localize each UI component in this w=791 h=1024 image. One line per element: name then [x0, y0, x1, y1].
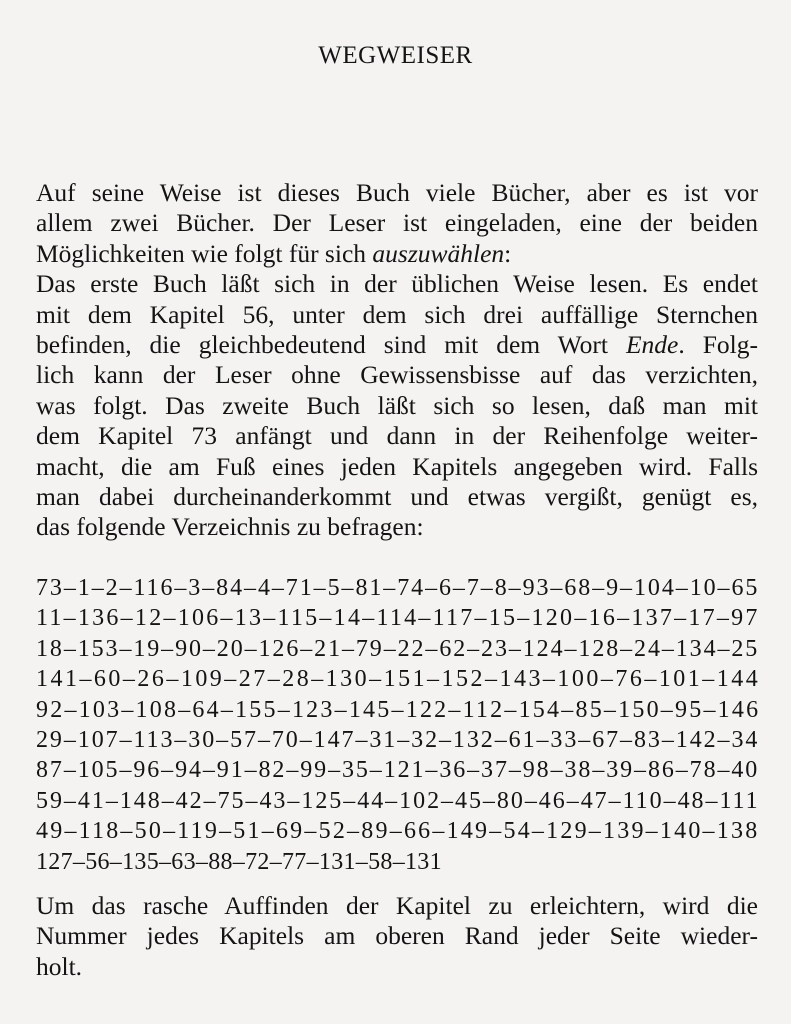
sequence-line: 92–103–108–64–155–123–145–122–112–154–85–150–95–146 — [36, 696, 761, 723]
text-line: allem zwei Bücher. Der Leser ist eingeladen, eine der beiden — [36, 208, 758, 238]
sequence-line: 11–136–12–106–13–115–14–114–117–15–120–16–137–17–97 — [36, 605, 760, 632]
emphasized-word: auszuwählen — [372, 238, 505, 268]
intro-paragraph — [36, 178, 758, 543]
text-line: macht, die am Fuß eines jeden Kapitels angegeben wird. Falls — [36, 451, 758, 481]
text-segment: . Folg- — [678, 330, 758, 360]
text-segment: : — [504, 238, 512, 268]
text-line: Auf seine Weise ist dieses Buch viele Bücher, aber es ist vor — [36, 178, 758, 207]
text-line — [36, 330, 758, 360]
sequence-line: 29–107–113–30–57–70–147–31–32–132–61–33–67–83–142–34 — [36, 727, 760, 754]
sequence-line: 87–105–96–94–91–82–99–35–121–36–37–98–38–39–86–78–40 — [36, 757, 760, 784]
text-line — [36, 239, 758, 269]
text-line: man dabei durcheinanderkommt und etwas vergißt, genügt es, — [36, 482, 758, 512]
sequence-line: 59–41–148–42–75–43–125–44–102–45–80–46–47–110–48–111 — [36, 787, 760, 814]
text-segment: Möglichkeiten wie folgt für sich — [36, 238, 373, 268]
text-line: Nummer jedes Kapitels am oberen Rand jeder Seite wieder- — [36, 921, 758, 951]
text-line: mit dem Kapitel 56, unter dem sich drei auffällige Sternchen — [36, 299, 758, 329]
emphasized-word: Ende — [625, 330, 679, 360]
sequence-line: 49–118–50–119–51–69–52–89–66–149–54–129–139–140–138 — [36, 818, 760, 845]
sequence-line: 18–153–19–90–20–126–21–79–22–62–23–124–128–24–134–25 — [36, 635, 760, 662]
sequence-line: 127–56–135–63–88–72–77–131–58–131 — [36, 848, 442, 875]
text-line: lich kann der Leser ohne Gewissensbisse auf das verzichten, — [36, 360, 758, 390]
text-line: Um das rasche Auffinden der Kapitel zu erleichtern, wird die — [36, 891, 758, 920]
closing-paragraph — [36, 891, 758, 982]
text-line: holt. — [36, 951, 83, 981]
text-line: dem Kapitel 73 anfängt und dann in der Reihenfolge weiter- — [36, 421, 758, 451]
text-segment: befinden, die gleichbedeutend sind mit dem Wort — [36, 330, 626, 360]
text-line: Das erste Buch läßt sich in der üblichen Weise lesen. Es endet — [36, 269, 758, 299]
text-line: das folgende Verzeichnis zu befragen: — [36, 512, 424, 542]
text-line: was folgt. Das zweite Buch läßt sich so lesen, daß man mit — [36, 390, 758, 420]
chapter-sequence — [36, 573, 761, 877]
page-title: WEGWEISER — [318, 42, 473, 69]
sequence-line: 141–60–26–109–27–28–130–151–152–143–100–76–101–144 — [36, 666, 761, 693]
sequence-line: 73–1–2–116–3–84–4–71–5–81–74–6–7–8–93–68–9–104–10–65 — [36, 575, 760, 601]
